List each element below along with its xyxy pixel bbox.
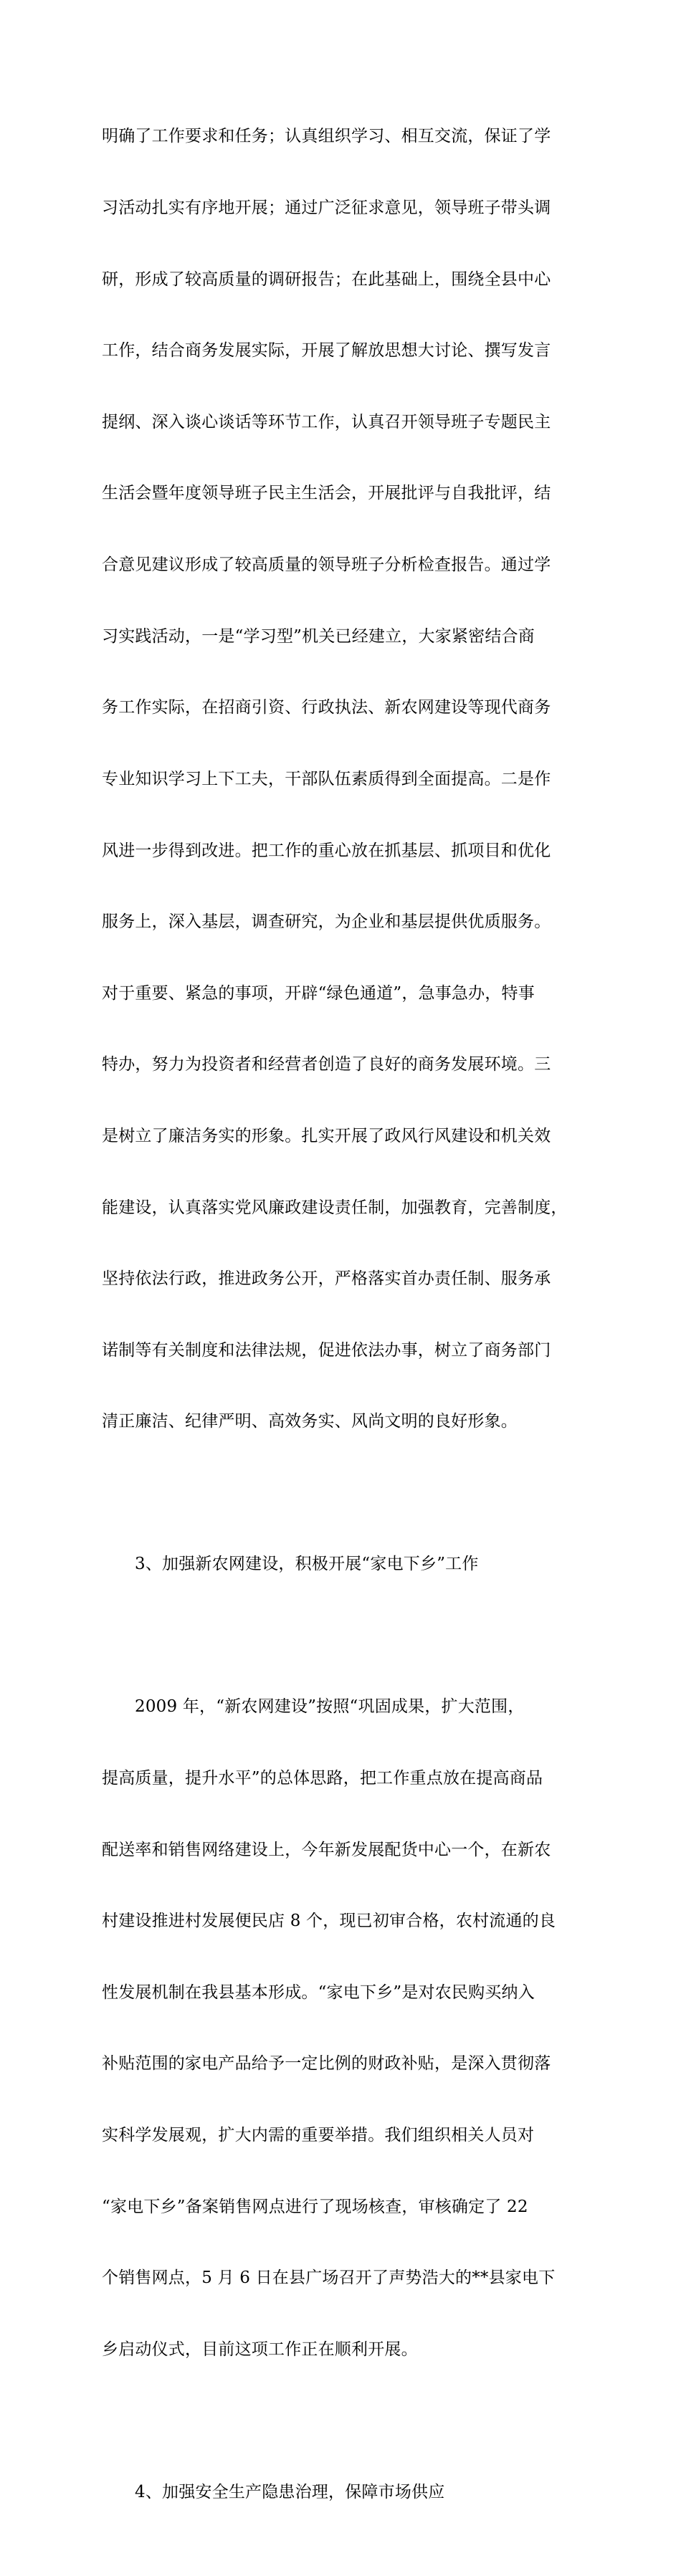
text-line: 合意见建议形成了较高质量的领导班子分析检查报告。通过学 bbox=[102, 555, 551, 575]
text-line: 特办，努力为投资者和经营者创造了良好的商务发展环境。三 bbox=[102, 1055, 551, 1074]
text-line: 个销售网点，5 月 6 日在县广场召开了声势浩大的**县家电下 bbox=[102, 2269, 556, 2288]
text-line: 明确了工作要求和任务；认真组织学习、相互交流，保证了学 bbox=[102, 127, 551, 146]
text-line: 配送率和销售网络建设上，今年新发展配货中心一个，在新农 bbox=[102, 1840, 551, 1859]
text-line: 实科学发展观，扩大内需的重要举措。我们组织相关人员对 bbox=[102, 2126, 535, 2145]
text-line: 2009 年，“新农网建设”按照“巩固成果，扩大范围， bbox=[135, 1697, 525, 1717]
heading-text: 3、加强新农网建设，积极开展“家电下乡”工作 bbox=[135, 1555, 479, 1574]
text-line: 乡启动仪式，目前这项工作正在顺利开展。 bbox=[102, 2339, 418, 2359]
text-line: 工作，结合商务发展实际，开展了解放思想大讨论、撰写发言 bbox=[102, 341, 551, 361]
text-line: 生活会暨年度领导班子民主生活会，开展批评与自我批评，结 bbox=[102, 484, 551, 503]
text-line: 提纲、深入谈心谈话等环节工作，认真召开领导班子专题民主 bbox=[102, 412, 551, 431]
text-line: 对于重要、紧急的事项，开辟“绿色通道”，急事急办，特事 bbox=[102, 983, 535, 1003]
text-line: 诺制等有关制度和法律法规，促进依法办事，树立了商务部门 bbox=[102, 1340, 551, 1360]
text-line: 村建设推进村发展便民店 8 个，现已初审合格，农村流通的良 bbox=[102, 1912, 556, 1931]
text-line: 性发展机制在我县基本形成。“家电下乡”是对农民购买纳入 bbox=[102, 1983, 535, 2002]
text-line: 补贴范围的家电产品给予一定比例的财政补贴，是深入贯彻落 bbox=[102, 2054, 551, 2074]
text-line: 风进一步得到改进。把工作的重心放在抓基层、抓项目和优化 bbox=[102, 841, 551, 860]
text-line: 服务上，深入基层，调查研究，为企业和基层提供优质服务。 bbox=[102, 912, 551, 932]
text-line: 习实践活动，一是“学习型”机关已经建立，大家紧密结合商 bbox=[102, 626, 535, 646]
text-line: 清正廉洁、纪律严明、高效务实、风尚文明的良好形象。 bbox=[102, 1412, 518, 1431]
text-line: 专业知识学习上下工夫，干部队伍素质得到全面提高。二是作 bbox=[102, 769, 551, 788]
document-body bbox=[102, 77, 596, 2576]
text-line: 习活动扎实有序地开展；通过广泛征求意见，领导班子带头调 bbox=[102, 199, 551, 218]
text-line: “家电下乡”备案销售网点进行了现场核查，审核确定了 22 bbox=[102, 2197, 528, 2216]
text-line: 是树立了廉洁务实的形象。扎实开展了政风行风建设和机关效 bbox=[102, 1126, 551, 1145]
text-line: 坚持依法行政，推进政务公开，严格落实首办责任制、服务承 bbox=[102, 1269, 551, 1289]
section-heading-3 bbox=[102, 1505, 596, 1624]
paragraph-new-rural-network bbox=[102, 1648, 596, 2410]
text-line: 提高质量，提升水平”的总体思路，把工作重点放在提高商品 bbox=[102, 1769, 543, 1788]
section-heading-4 bbox=[102, 2433, 596, 2552]
text-line: 务工作实际，在招商引资、行政执法、新农网建设等现代商务 bbox=[102, 698, 551, 717]
text-line: 研，形成了较高质量的调研报告；在此基础上，围绕全县中心 bbox=[102, 269, 551, 289]
text-line: 能建设，认真落实党风廉政建设责任制，加强教育，完善制度， bbox=[102, 1198, 568, 1217]
paragraph-party-building bbox=[102, 77, 596, 1482]
heading-text: 4、加强安全生产隐患治理，保障市场供应 bbox=[135, 2482, 445, 2501]
